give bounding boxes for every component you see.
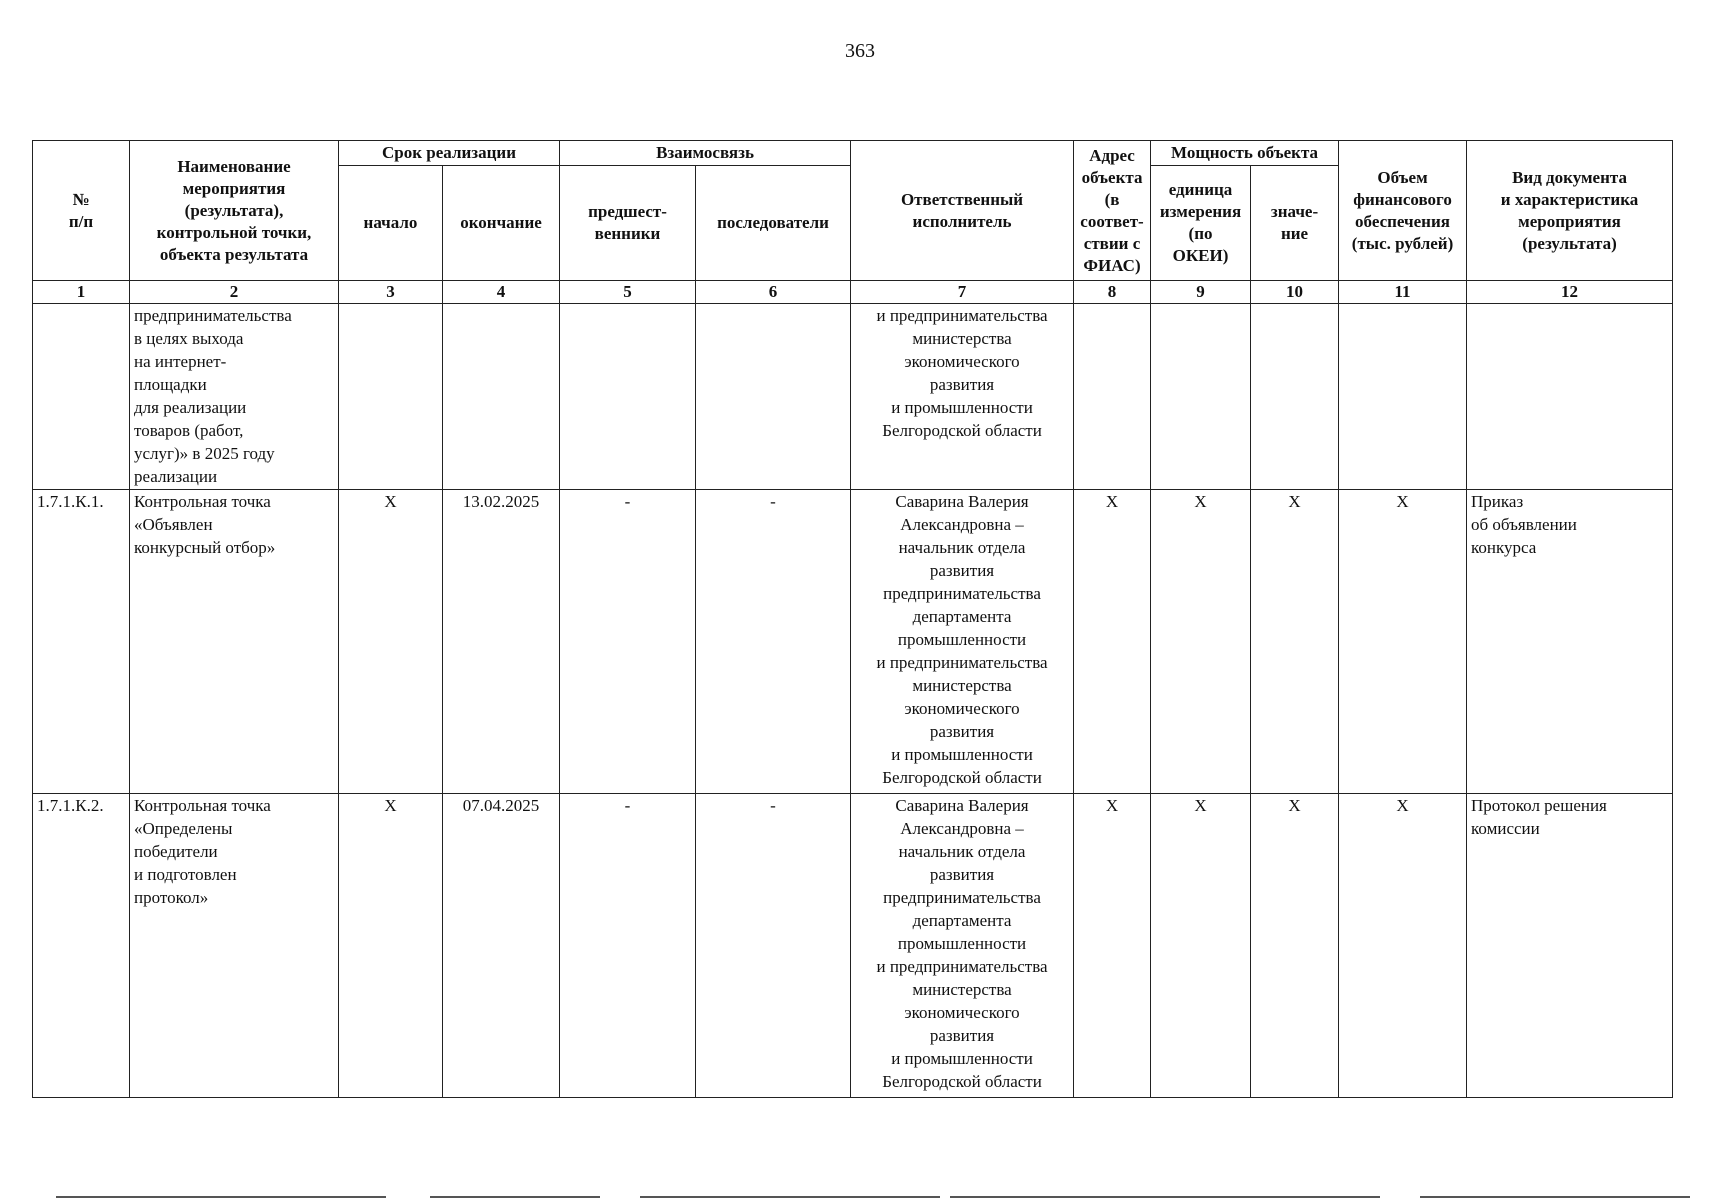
scan-edge-line (56, 1196, 386, 1198)
table-row (33, 304, 1673, 490)
cell-executor: и предпринимательства министерства экономического развития и промышленности Белгородской области (851, 304, 1074, 490)
cell-successors: - (696, 794, 851, 1098)
column-number: 4 (443, 281, 560, 304)
header-end: окончание (443, 166, 560, 281)
cell-start: Х (339, 490, 443, 794)
column-number: 3 (339, 281, 443, 304)
cell-address: Х (1074, 490, 1151, 794)
cell-name: Контрольная точка «Объявлен конкурсный отбор» (130, 490, 339, 794)
column-number: 1 (33, 281, 130, 304)
scan-edge-line (640, 1196, 940, 1198)
column-number: 9 (1151, 281, 1251, 304)
column-number: 12 (1467, 281, 1673, 304)
column-number: 5 (560, 281, 696, 304)
cell-address (1074, 304, 1151, 490)
scan-edge-line (950, 1196, 1380, 1198)
cell-doc (1467, 304, 1673, 490)
cell-value (1251, 304, 1339, 490)
header-name: Наименование мероприятия (результата), контрольной точки, объекта результата (130, 141, 339, 281)
cell-finance: Х (1339, 794, 1467, 1098)
header-doc-type: Вид документа и характеристика мероприятия (результата) (1467, 141, 1673, 281)
scan-edge-line (1420, 1196, 1690, 1198)
cell-predecessors: - (560, 794, 696, 1098)
column-number: 8 (1074, 281, 1151, 304)
cell-executor: Саварина Валерия Александровна – начальник отдела развития предпринимательства департамента промышленности и предпринимательства министерства экономического развития и промышленности Белгородской области (851, 490, 1074, 794)
cell-num: 1.7.1.К.2. (33, 794, 130, 1098)
cell-predecessors: - (560, 490, 696, 794)
cell-name: Контрольная точка «Определены победители и подготовлен протокол» (130, 794, 339, 1098)
cell-successors: - (696, 490, 851, 794)
header-relation: Взаимосвязь (560, 141, 851, 166)
plan-table (32, 140, 1673, 1098)
cell-executor: Саварина Валерия Александровна – начальник отдела развития предпринимательства департамента промышленности и предпринимательства министерства экономического развития и промышленности Белгородской области (851, 794, 1074, 1098)
header-successors: последователи (696, 166, 851, 281)
cell-start: Х (339, 794, 443, 1098)
header-finance: Объем финансового обеспечения (тыс. рублей) (1339, 141, 1467, 281)
cell-name: предпринимательства в целях выхода на интернет- площадки для реализации товаров (работ, услуг)» в 2025 году реализации (130, 304, 339, 490)
cell-finance: Х (1339, 490, 1467, 794)
cell-doc: Протокол решения комиссии (1467, 794, 1673, 1098)
column-number: 7 (851, 281, 1074, 304)
header-value: значе- ние (1251, 166, 1339, 281)
table-row (33, 794, 1673, 1098)
column-numbers-row (33, 281, 1673, 304)
header-start: начало (339, 166, 443, 281)
cell-start (339, 304, 443, 490)
header-term: Срок реализации (339, 141, 560, 166)
cell-unit: Х (1151, 794, 1251, 1098)
cell-num: 1.7.1.К.1. (33, 490, 130, 794)
column-number: 2 (130, 281, 339, 304)
table-row (33, 490, 1673, 794)
header-unit: единица измерения (по ОКЕИ) (1151, 166, 1251, 281)
header-address: Адрес объекта (в соответ- ствии с ФИАС) (1074, 141, 1151, 281)
cell-finance (1339, 304, 1467, 490)
header-capacity: Мощность объекта (1151, 141, 1339, 166)
cell-successors (696, 304, 851, 490)
column-number: 11 (1339, 281, 1467, 304)
column-number: 10 (1251, 281, 1339, 304)
cell-value: Х (1251, 490, 1339, 794)
cell-address: Х (1074, 794, 1151, 1098)
cell-value: Х (1251, 794, 1339, 1098)
cell-doc: Приказ об объявлении конкурса (1467, 490, 1673, 794)
page-number: 363 (845, 40, 875, 62)
header-predecessors: предшест- венники (560, 166, 696, 281)
header-executor: Ответственный исполнитель (851, 141, 1074, 281)
cell-end: 07.04.2025 (443, 794, 560, 1098)
scan-edge-line (430, 1196, 600, 1198)
header-num: № п/п (33, 141, 130, 281)
cell-unit (1151, 304, 1251, 490)
cell-unit: Х (1151, 490, 1251, 794)
column-number: 6 (696, 281, 851, 304)
cell-num (33, 304, 130, 490)
cell-predecessors (560, 304, 696, 490)
cell-end: 13.02.2025 (443, 490, 560, 794)
header-row-1 (33, 141, 1673, 166)
cell-end (443, 304, 560, 490)
